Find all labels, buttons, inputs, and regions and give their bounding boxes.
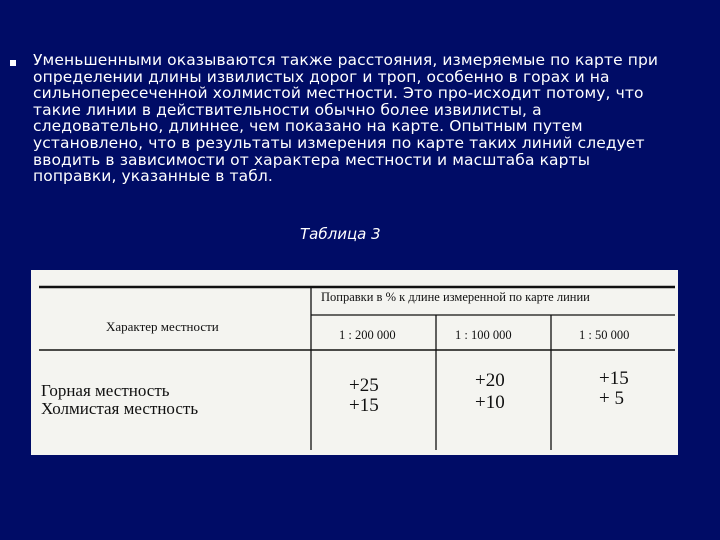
table-caption: Таблица 3 [300, 225, 381, 243]
value-r2-c1: +15 [349, 395, 379, 416]
value-r1-c3: +15 [599, 368, 629, 389]
scale-header-3: 1 : 50 000 [579, 328, 630, 342]
value-r2-c2: +10 [475, 392, 505, 413]
value-r2-c3: + 5 [599, 388, 624, 409]
value-r1-c2: +20 [475, 370, 505, 391]
table-drawing [31, 270, 678, 455]
scale-header-2: 1 : 100 000 [455, 328, 512, 342]
body-paragraph: Уменьшенными оказываются также расстояния, измеряемые по карте при определении длины извилистых дорог и троп, особенно в горах и на сильнопересеченной холмистой местности. Это про-исходит потому, что такие линии в действительности обычно более извилисты, а следовательно, длиннее, чем показано на карте. Опытным путем установлено, что в результаты измерения по карте таких линий следует вводить в зависимости от характера местности и масштаба карты поправки, указанные в табл. [33, 51, 659, 186]
row-header-label: Характер местности [106, 319, 219, 334]
corrections-table [31, 270, 678, 455]
terrain-row-1: Горная местность [41, 381, 170, 400]
group-header-label: Поправки в % к длине измеренной по карте линии [321, 290, 590, 304]
scale-header-1: 1 : 200 000 [339, 328, 396, 342]
bullet-marker [10, 60, 16, 66]
value-r1-c1: +25 [349, 375, 379, 396]
terrain-row-2: Холмистая местность [41, 399, 199, 418]
